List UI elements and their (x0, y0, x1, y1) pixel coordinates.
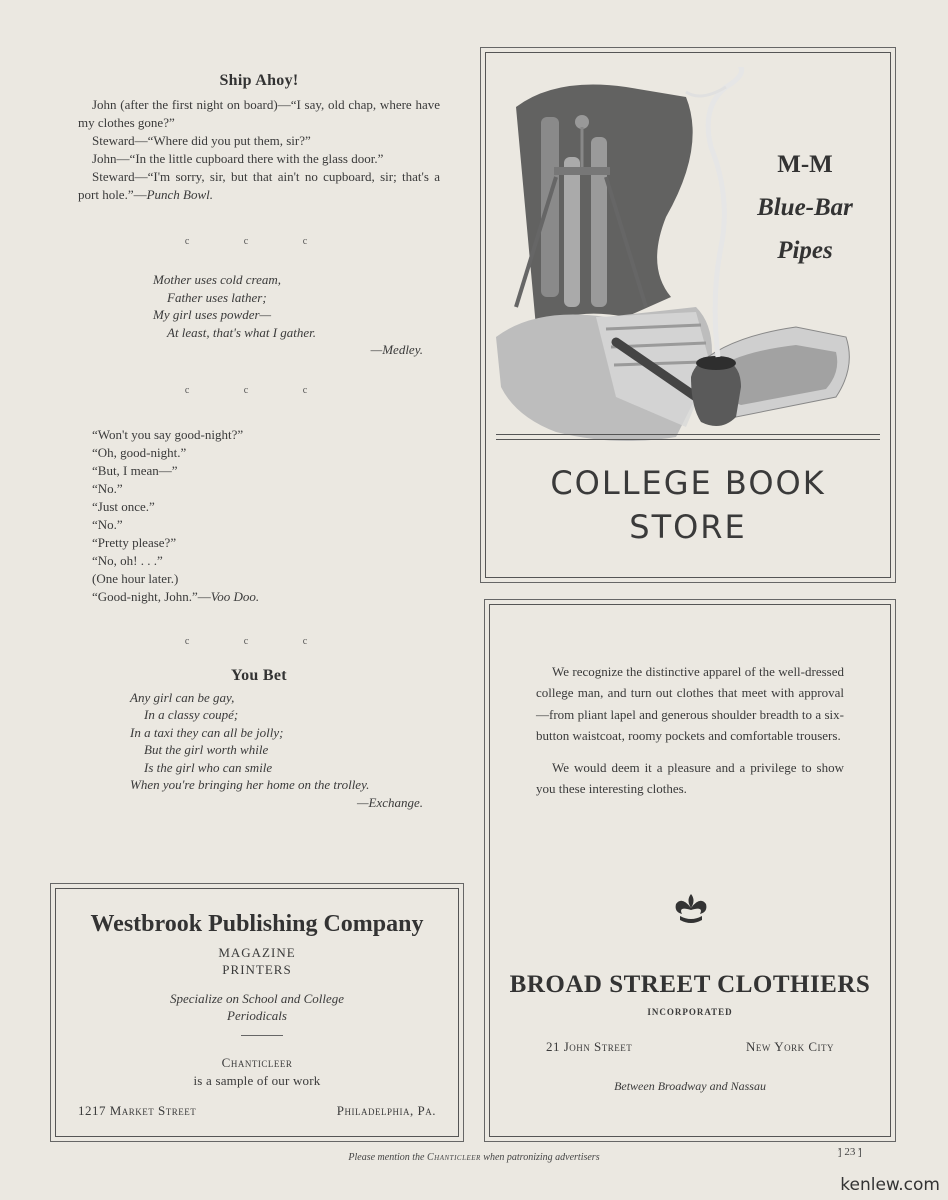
dialogue-line: (One hour later.) (92, 570, 179, 586)
dialogue-line: “Just once.” (92, 498, 155, 514)
westbrook-ad-frame (55, 888, 459, 1137)
westbrook-address: 1217 Market Street (78, 1103, 197, 1118)
pipe-bookstore-ad (480, 47, 896, 583)
you-bet-poem (78, 689, 440, 812)
broad-street-address: 21 John Street (546, 1039, 633, 1054)
dialogue-line: “No.” (92, 480, 123, 496)
dialogue-line-last (92, 588, 440, 606)
pipe-brand: M-M (777, 151, 833, 178)
westbrook-ad (50, 883, 464, 1142)
poem-line: Father uses lather; (167, 289, 267, 305)
footer-note (0, 1152, 948, 1163)
poem-source: —Exchange. (356, 794, 423, 810)
store-name (486, 461, 890, 549)
dialogue-line: “But, I mean—” (92, 462, 178, 478)
store-divider-bottom (496, 439, 880, 440)
left-column (78, 72, 440, 811)
westbrook-city: Philadelphia, Pa. (336, 1103, 436, 1118)
poem-line: Mother uses cold cream, (153, 272, 282, 287)
store-name-line1: COLLEGE BOOK (550, 464, 826, 502)
store-divider-top (496, 434, 880, 435)
broad-street-para1: We recognize the distinctive apparel of the well-dressed college man, and turn out clothes that meet with approval—from pliant lapel and generous shoulder breadth to a six-button waistcoat, roomy pockets and comfortable trousers. (536, 664, 844, 743)
goodnight-dialogue (78, 426, 440, 606)
poem-line: Any girl can be gay, (130, 689, 235, 705)
pipe-blue-bar: Blue-Bar (757, 194, 853, 221)
broad-street-title: BROAD STREET CLOTHIERS (509, 971, 871, 998)
dialogue-source: Voo Doo. (210, 588, 260, 604)
westbrook-chanticleer: Chanticleer (221, 1055, 293, 1070)
dialogue-line: “No.” (92, 516, 123, 532)
dialogue-line: “Good-night, John.”— (92, 588, 211, 604)
dialogue-line: “Won't you say good-night?” (92, 426, 244, 442)
westbrook-periodicals: Periodicals (227, 1008, 287, 1023)
pipe-brand-text (730, 143, 880, 272)
store-name-line2: STORE (629, 508, 747, 546)
broad-street-copy (536, 661, 844, 811)
westbrook-title: Westbrook Publishing Company (90, 911, 424, 937)
separator: c c c (184, 384, 334, 396)
broad-street-para2: We would deem it a pleasure and a privilege to show you these interesting clothes. (536, 760, 844, 797)
watermark: kenlew.com (840, 1175, 940, 1195)
poem-line: But the girl worth while (144, 742, 269, 757)
westbrook-line1: MAGAZINE (218, 945, 296, 960)
joke-line: Steward—“I'm sorry, sir, but that ain't no cupboard, sir; that's a port hole.”— (78, 169, 440, 202)
poem-source: —Medley. (370, 342, 423, 357)
broad-street-frame (489, 604, 891, 1137)
fleur-ornament-icon (672, 892, 710, 928)
westbrook-divider (241, 1035, 283, 1036)
poem-line: When you're bringing her home on the trolley. (130, 777, 370, 792)
dialogue-line: “Oh, good-night.” (92, 444, 187, 460)
pipe-pipes: Pipes (777, 237, 833, 264)
poem-line: In a classy coupé; (144, 707, 239, 722)
joke-line: John—“In the little cupboard there with the glass door.” (92, 151, 384, 166)
joke-line: Steward—“Where did you put them, sir?” (92, 133, 311, 148)
footer-chanticleer: Chanticleer (427, 1152, 481, 1163)
poem-line: My girl uses powder— (153, 307, 272, 322)
separator: c c c (184, 236, 334, 247)
footer-text-a: Please mention the (348, 1152, 427, 1163)
you-bet-title: You Bet (231, 666, 287, 684)
joke-source: Punch Bowl. (146, 187, 214, 202)
westbrook-specialize: Specialize on School and College (169, 991, 345, 1006)
broad-street-city: New York City (746, 1039, 834, 1054)
westbrook-sample: is a sample of our work (193, 1073, 321, 1088)
medley-poem (78, 271, 440, 359)
broad-street-between: Between Broadway and Nassau (614, 1079, 766, 1093)
joke-line: John (after the first night on board)—“I say, old chap, where have my clothes gone?” (78, 97, 440, 130)
broad-street-ad (484, 599, 896, 1142)
poem-line: In a taxi they can all be jolly; (130, 724, 284, 740)
joke-line-last (78, 168, 440, 204)
broad-street-incorporated: INCORPORATED (647, 1007, 733, 1017)
separator: c c c (184, 635, 334, 647)
westbrook-line2: PRINTERS (222, 962, 292, 977)
footer-text-c: when patronizing advertisers (480, 1152, 600, 1163)
dialogue-line: “Pretty please?” (92, 534, 177, 550)
pipe-ad-frame (485, 52, 891, 578)
ship-ahoy-title: Ship Ahoy! (219, 72, 299, 89)
poem-line: At least, that's what I gather. (167, 324, 317, 340)
page-number: ⦐ 23 ⦐ (838, 1146, 862, 1158)
poem-line: Is the girl who can smile (144, 759, 273, 775)
dialogue-line: “No, oh! . . .” (92, 552, 163, 568)
ship-ahoy-joke (78, 96, 440, 204)
